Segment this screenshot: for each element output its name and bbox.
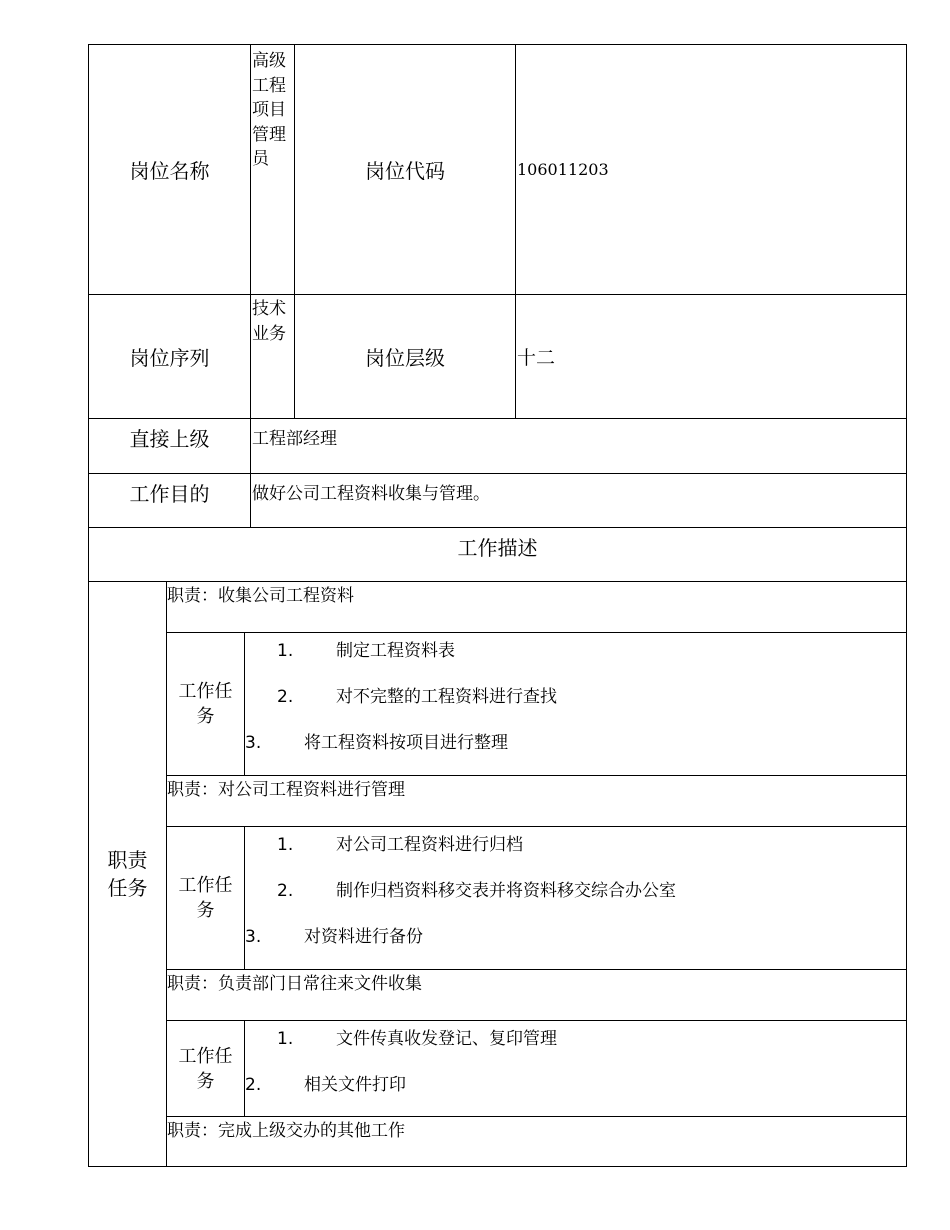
duty-title: 职责：完成上级交办的其他工作: [166, 1116, 907, 1167]
task-item: 1. 对公司工程资料进行归档: [277, 835, 523, 855]
position-code-label: 岗位代码: [294, 44, 516, 295]
task-list: [244, 1020, 907, 1117]
position-name-label: 岗位名称: [88, 44, 251, 295]
task-label: 工作任务: [166, 826, 245, 970]
superior-value: 工程部经理: [250, 418, 907, 474]
duty-title: 职责：收集公司工程资料: [166, 581, 907, 633]
task-label: 工作任务: [166, 632, 245, 776]
purpose-value: 做好公司工程资料收集与管理。: [250, 473, 907, 528]
description-header: 工作描述: [88, 527, 907, 582]
position-series-label: 岗位序列: [88, 294, 251, 419]
task-item: 2. 制作归档资料移交表并将资料移交综合办公室: [277, 881, 676, 901]
duty-title: 职责：对公司工程资料进行管理: [166, 775, 907, 827]
task-item: 2. 对不完整的工程资料进行查找: [277, 687, 557, 707]
position-name-value: 高级工程项目管理员: [250, 44, 295, 295]
task-item: 1. 文件传真收发登记、复印管理: [277, 1029, 557, 1049]
superior-label: 直接上级: [88, 418, 251, 474]
task-list: [244, 632, 907, 776]
purpose-label: 工作目的: [88, 473, 251, 528]
position-level-label: 岗位层级: [294, 294, 516, 419]
position-series-value: 技术业务: [250, 294, 295, 419]
task-item: 2. 相关文件打印: [245, 1075, 406, 1095]
task-label: 工作任务: [166, 1020, 245, 1117]
task-list: [244, 826, 907, 970]
position-level-value: 十二: [515, 294, 907, 419]
task-item: 1. 制定工程资料表: [277, 641, 455, 661]
task-item: 3. 对资料进行备份: [245, 927, 423, 947]
duties-label: 职责任务: [88, 581, 167, 1167]
position-code-value: 106011203: [515, 44, 907, 295]
task-item: 3. 将工程资料按项目进行整理: [245, 733, 508, 753]
duty-title: 职责：负责部门日常往来文件收集: [166, 969, 907, 1021]
